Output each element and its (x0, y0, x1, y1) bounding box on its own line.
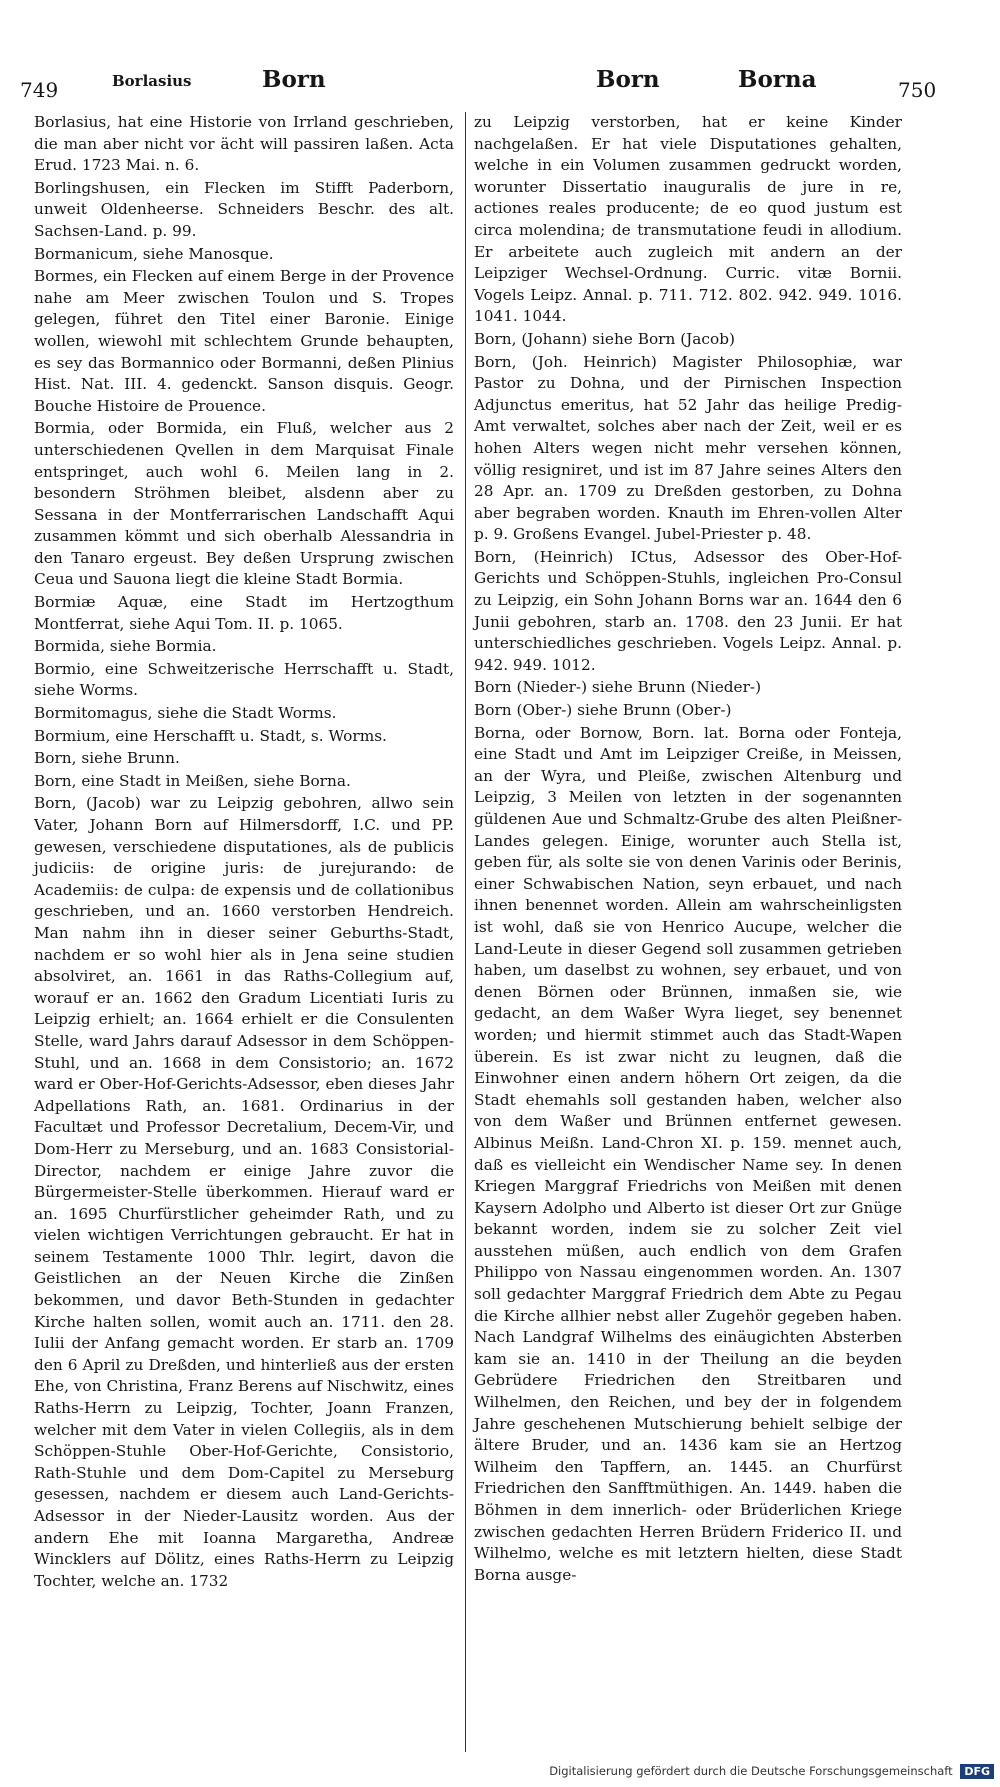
entry: Born, (Johann) siehe Born (Jacob) (474, 329, 735, 348)
entry: Bormanicum, siehe Manosque. (34, 244, 274, 263)
right-column (474, 112, 902, 1586)
entry: Bormio, eine Schweitzerische Herrschafft u. Stadt, siehe Worms. (34, 659, 454, 700)
header-catchword-left: Borlasius (112, 72, 192, 90)
entry: Born, (Heinrich) ICtus, Adsessor des Ober-Hof-Gerichts und Schöppen-Stuhls, ingleichen Pro-Consul zu Leipzig, ein Sohn Johann Borns war an. 1644 den 6 Junii gebohren, starb an. 1708. den 23 Junii. Er hat unterschiedliches geschrieben. Vogels Leipz. Annal. p. 942. 949. 1012. (474, 547, 902, 674)
entry: Bormida, siehe Bormia. (34, 637, 217, 656)
entry: Born (Ober-) siehe Brunn (Ober-) (474, 701, 732, 720)
entry: Bormia, oder Bormida, ein Fluß, welcher aus 2 unterschiedenen Qvellen in dem Marquisat Finale entspringet, auch wohl 6. Meilen lang in 2. besondern Ströhmen bleibet, alsdenn aber zu Sessana in der Montferrarischen Landschafft Aqui zusammen kömmt und sich oberhalb Alessandria in den Tanaro ergeust. Bey deßen Ursprung zwischen Ceua und Sauona liegt die kleine Stadt Bormia. (34, 419, 454, 589)
page-number-left: 749 (20, 78, 59, 102)
column-divider (465, 112, 466, 1752)
entry: Born, (Joh. Heinrich) Magister Philosophiæ, war Pastor zu Dohna, und der Pirnischen Inspection Adjunctus emeritus, hat 52 Jahr das heilige Predig-Amt verwaltet, solches aber nach der Zeit, weil er es hohen Alters wegen nicht mehr versehen können, völlig resigniret, und ist im 87 Jahre seines Alters den 28 Apr. an. 1709 zu Dreßden gestorben, zu Dohna aber begraben worden. Knauth im Ehren-vollen Alter p. 9. Großens Evangel. Jubel-Priester p. 48. (474, 352, 902, 544)
entry: Borlingshusen, ein Flecken im Stifft Paderborn, unweit Oldenheerse. Schneiders Beschr. des alt. Sachsen-Land. p. 99. (34, 178, 454, 240)
entry: zu Leipzig verstorben, hat er keine Kinder nachgelaßen. Er hat viele Disputationes gehalten, welche in ein Volumen zusammen gedruckt worden, worunter Dissertatio inauguralis de jure in re, actiones reales producente; de eo quod justum est circa molendina; de transmutatione feudi in allodium. Er arbeitete auch zugleich mit andern an der Leipziger Wechsel-Ordnung. Curric. vitæ Bornii. Vogels Leipz. Annal. p. 711. 712. 802. 942. 949. 1016. 1041. 1044. (474, 113, 902, 326)
running-header (0, 62, 1000, 102)
page-number-right: 750 (898, 78, 937, 102)
entry: Bormitomagus, siehe die Stadt Worms. (34, 704, 337, 723)
credit-text: Digitalisierung gefördert durch die Deutsche Forschungsgemeinschaft (549, 1764, 953, 1778)
entry: Born, siehe Brunn. (34, 749, 180, 768)
entry: Bormiæ Aquæ, eine Stadt im Hertzogthum Montferrat, siehe Aqui Tom. II. p. 1065. (34, 593, 454, 633)
entry: Born, (Jacob) war zu Leipzig gebohren, allwo sein Vater, Johann Born auf Hilmersdorff, I.C. und PP. gewesen, verschiedene disputationes, als de publicis judiciis: de origine juris: de jurejurando: de Academiis: de culpa: de expensis und de collationibus geschrieben, und an. 1660 verstorben Hendreich. Man nahm ihn in dieser seiner Geburths-Stadt, nachdem er so wohl hier als in Jena seine studien absolviret, an. 1661 in das Raths-Collegium auf, worauf er an. 1662 den Gradum Licentiati Iuris zu Leipzig erhielt; an. 1664 erhielt er die Consulenten Stelle, ward Jahrs darauf Adsessor in dem Schöppen-Stuhl, und an. 1668 in dem Consistorio; an. 1672 ward er Ober-Hof-Gerichts-Adsessor, eben dieses Jahr Adpellations Rath, an. 1681. Ordinarius in der Facultæt und Professor Decretalium, Decem-Vir, und Dom-Herr zu Merseburg, und an. 1683 Consistorial-Director, nachdem er einige Jahre zuvor die Bürgermeister-Stelle überkommen. Hierauf ward er an. 1695 Churfürstlicher geheimder Rath, und zu vielen wichtigen Verrichtungen gebraucht. Er hat in seinem Testamente 1000 Thlr. legirt, davon die Geistlichen an der Neuen Kirche die Zinßen bekommen, und davor Beth-Stunden in gedachter Kirche halten sollen, womit auch an. 1711. den 28. Iulii der Anfang gemacht worden. Er starb an. 1709 den 6 April zu Dreßden, und hinterließ aus der ersten Ehe, von Christina, Franz Berens auf Nischwitz, eines Raths-Herrn zu Leipzig, Tochter, Joann Franzen, welcher mit dem Vater in vielen Collegiis, als in dem Schöppen-Stuhle Ober-Hof-Gerichte, Consistorio, Rath-Stuhle und dem Dom-Capitel zu Merseburg gesessen, nachdem er diesem auch Land-Gerichts-Adsessor in der Nieder-Lausitz worden. Aus der andern Ehe mit Ioanna Margaretha, Andreæ Wincklers auf Dölitz, eines Raths-Herrn zu Leipzig Tochter, welche an. 1732 (34, 794, 454, 1590)
entry: Bormium, eine Herschafft u. Stadt, s. Worms. (34, 726, 387, 745)
entry: Borlasius, hat eine Historie von Irrland geschrieben, die man aber nicht vor ächt will passiren laßen. Acta Erud. 1723 Mai. n. 6. (34, 113, 454, 175)
entry: Bormes, ein Flecken auf einem Berge in der Provence nahe am Meer zwischen Toulon und S. Tropes gelegen, führet den Titel einer Baronie. Einige wollen, wiewohl mit schlechtem Grunde behaupten, es sey das Bormannico oder Bormanni, deßen Plinius Hist. Nat. III. 4. gedenckt. Sanson disquis. Geogr. Bouche Histoire de Prouence. (34, 267, 454, 415)
header-headword-right-1: Born (596, 66, 660, 93)
header-headword-left: Born (262, 66, 326, 93)
left-column (34, 112, 454, 1592)
header-headword-right-2: Borna (738, 66, 817, 93)
entry: Born (Nieder-) siehe Brunn (Nieder-) (474, 678, 762, 697)
entry: Borna, oder Bornow, Born. lat. Borna oder Fonteja, eine Stadt und Amt im Leipziger Creiße, in Meissen, an der Wyra, und Pleiße, zwischen Altenburg und Leipzig, 3 Meilen von letzten in der sogenannten güldenen Aue und Schmaltz-Grube des alten Pleißner-Landes gelegen. Einige, worunter auch Stella ist, geben für, als solte sie von denen Varinis oder Berinis, einer Schwabischen Nation, seyn erbauet, und nach ihnen benennet worden. Allein am wahrscheinligsten ist wohl, daß sie von Henrico Aucupe, welcher die Land-Leute in dieser Gegend soll zusammen getrieben haben, um daselbst zu wohnen, sey erbauet, und von denen Börnen oder Brünnen, inmaßen sie, wie gedacht, an dem Waßer Wyra lieget, sey benennet worden; und hiermit stimmet auch das Stadt-Wapen überein. Es ist zwar nicht zu leugnen, daß die Einwohner einen andern höhern Ort zeigen, da die Stadt ehemahls soll gestanden haben, welcher also von dem Waßer und Brünnen entfernet gewesen. Albinus Meißn. Land-Chron XI. p. 159. mennet auch, daß es vielleicht ein Wendischer Name sey. In denen Kriegen Marggraf Friedrichs von Meißen mit denen Kaysern Adolpho und Alberto ist dieser Ort zur Gnüge bekannt worden, indem sie zu solcher Zeit viel ausstehen müßen, auch endlich von dem Grafen Philippo von Nassau eingenommen worden. An. 1307 soll gedachter Marggraf Friedrich dem Abte zu Pegau die Kirche allhier nebst aller Zugehör gegeben haben. Nach Landgraf Wilhelms des einäugichten Absterben kam sie an. 1410 in der Theilung an die beyden Gebrüdere Friedrichen den Streitbaren und Wilhelmen, den Reichen, und bey der in folgendem Jahre geschehenen Mutschierung behielt selbige der ältere Bruder, und an. 1436 kam sie an Hertzog Wilheim den Tapffern, an. 1445. an Churfürst Friedrichen den Sanfftmüthigen. An. 1449. haben die Böhmen in dem innerlich- oder Brüderlichen Kriege zwischen gedachten Herren Brüdern Friderico II. und Wilhelmo, welche es mit letztern hielten, diese Stadt Borna ausge- (474, 723, 902, 1584)
dfg-logo: DFG (960, 1764, 994, 1779)
entry: Born, eine Stadt in Meißen, siehe Borna. (34, 771, 351, 790)
digitization-credit (549, 1764, 994, 1779)
